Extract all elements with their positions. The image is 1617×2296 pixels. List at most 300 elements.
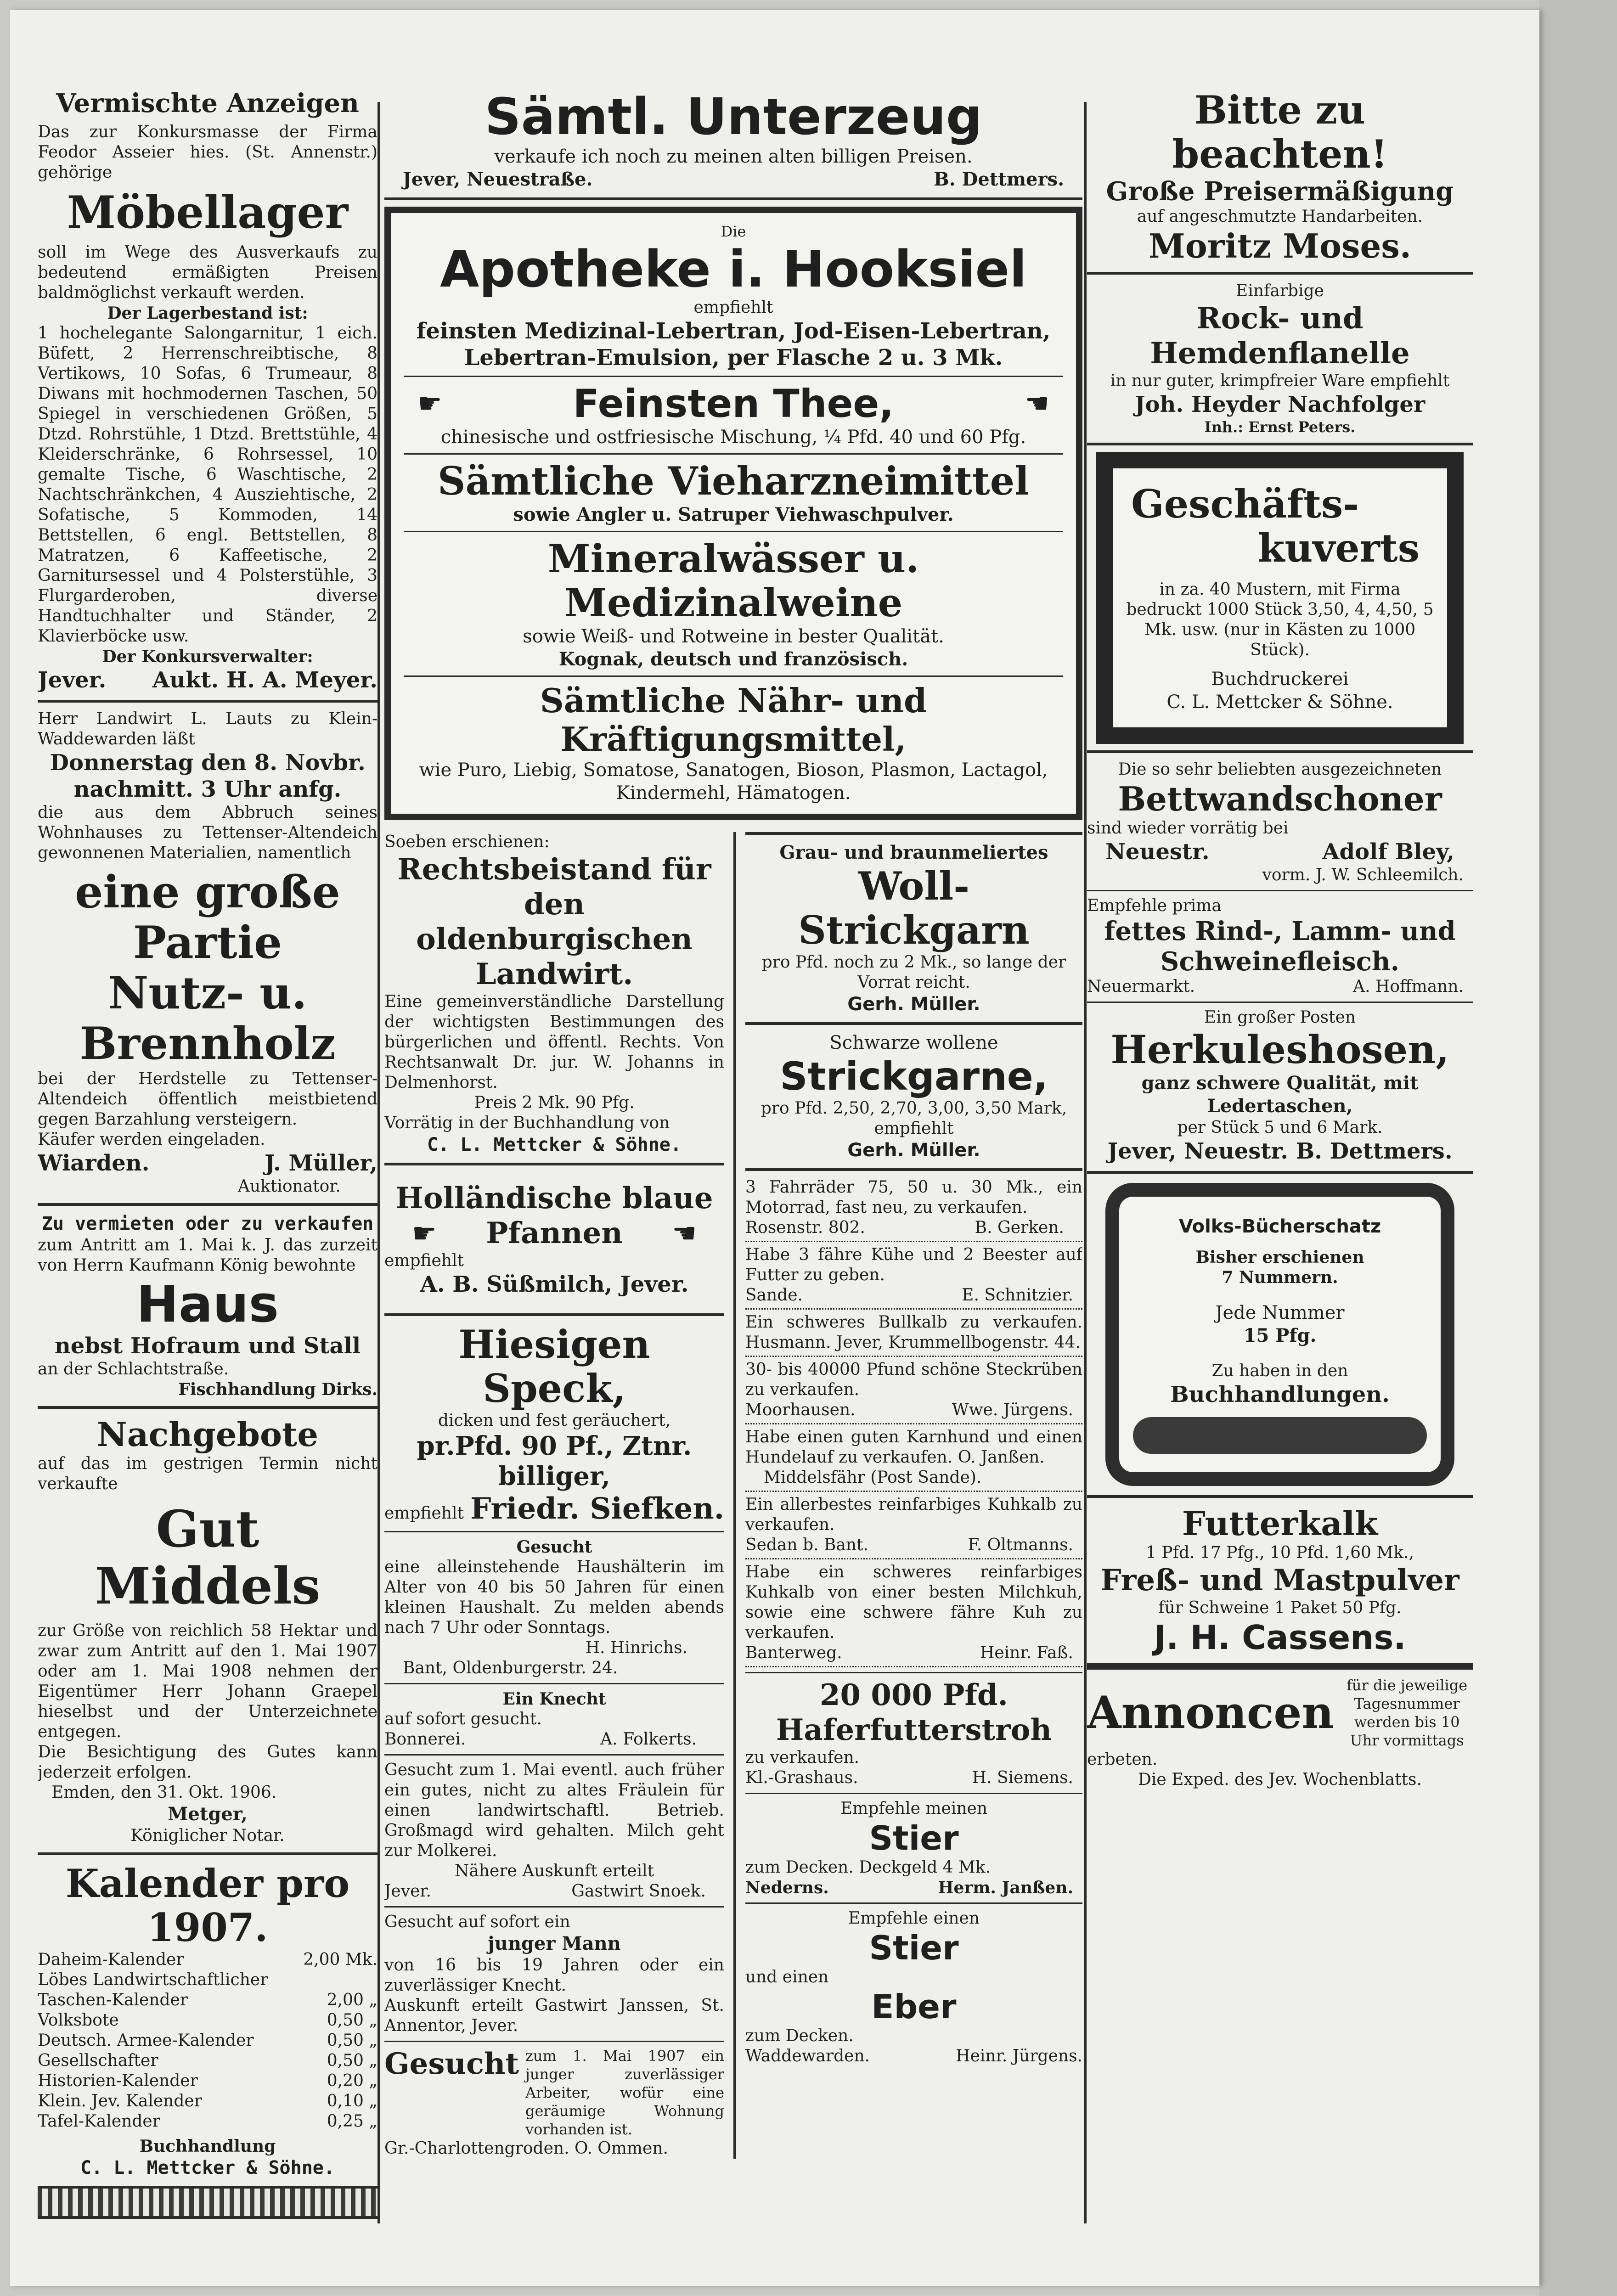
divider bbox=[745, 1793, 1082, 1794]
ad-subtitle: ganz schwere Qualität, mit Ledertaschen, bbox=[1141, 1072, 1419, 1117]
ad-nachgebote bbox=[38, 1415, 377, 1846]
column-rule-2 bbox=[1084, 102, 1087, 2223]
ad-text: Die Besichtigung des Gutes kann jederzeit erfolgen. bbox=[38, 1743, 377, 1782]
ad-title: Haus bbox=[136, 1275, 279, 1334]
ad-kalender bbox=[38, 1862, 377, 2219]
divider bbox=[1087, 1663, 1473, 1670]
ad-title: Pfannen bbox=[486, 1216, 623, 1250]
ad-subheading: Der Lagerbestand ist: bbox=[107, 304, 308, 323]
ad-heading: Ein Knecht bbox=[502, 1689, 606, 1709]
item-price: 0,50 „ bbox=[327, 2031, 377, 2050]
ad-volks-buecherschatz bbox=[1105, 1183, 1454, 1486]
ad-title: Apotheke i. Hooksiel bbox=[440, 240, 1027, 298]
divider bbox=[384, 1163, 724, 1165]
pointing-hand-icon: ☚ bbox=[1025, 388, 1049, 420]
item-price: 0,10 „ bbox=[327, 2092, 377, 2110]
item-name: Volksbote bbox=[38, 2011, 119, 2030]
ad-text: pro Pfd. 2,50, 2,70, 3,00, 3,50 Mark, empfiehlt bbox=[761, 1099, 1067, 1138]
signature-place: Bonnerei. bbox=[384, 1730, 466, 1749]
signature-name: B. Dettmers. bbox=[933, 169, 1064, 190]
ad-signature bbox=[745, 1285, 1082, 1306]
ad-owner: Inh.: Ernst Peters. bbox=[1204, 418, 1356, 436]
ad-text: Habe einen guten Karnhund und einen Hundelauf zu verkaufen. O. Janßen. bbox=[745, 1428, 1082, 1467]
ad-title: Rock- und Hemdenflanelle bbox=[1150, 301, 1410, 371]
ad-text: Empfehle prima bbox=[1087, 896, 1222, 915]
ad-haus bbox=[38, 1212, 377, 1400]
divider bbox=[38, 1203, 377, 1206]
item-name: Deutsch. Armee-Kalender bbox=[38, 2031, 254, 2050]
signature-name: H. Siemens. bbox=[972, 1768, 1073, 1787]
divider bbox=[404, 376, 1063, 377]
ad-signature bbox=[1087, 838, 1473, 865]
ad-text: auf angeschmutzte Handarbeiten. bbox=[1137, 207, 1423, 226]
ad-text: feinsten Medizinal-Lebertran, Jod-Eisen-Lebertran, Lebertran-Emulsion, per Flasche 2 u. 3 Mk. bbox=[416, 318, 1051, 371]
ad-signature: Moritz Moses. bbox=[1149, 226, 1411, 265]
divider bbox=[1087, 1495, 1473, 1498]
ad-text: zu verkaufen. bbox=[745, 1748, 860, 1767]
ad-strickgarne bbox=[745, 1031, 1082, 1162]
ad-title: Futterkalk bbox=[1182, 1504, 1378, 1543]
ad-text: Herr Landwirt L. Lauts zu Klein-Waddewarden läßt bbox=[38, 709, 377, 748]
ad-text: chinesische und ostfriesische Mischung, ¼ Pfd. 40 und 60 Pfg. bbox=[440, 427, 1026, 448]
ad-text: zum Antritt am 1. Mai k. J. das zurzeit von Herrn Kaufmann König bewohnte bbox=[38, 1236, 377, 1275]
signature-place: Sedan b. Bant. bbox=[745, 1536, 868, 1554]
ad-signature bbox=[38, 1150, 377, 1176]
ad-text: an der Schlachtstraße. bbox=[38, 1360, 229, 1379]
ad-title: Volks-Bücherschatz bbox=[1178, 1216, 1381, 1237]
pointing-hand-icon: ☛ bbox=[412, 1217, 437, 1249]
signature-name: Heinr. Jürgens. bbox=[956, 2047, 1082, 2065]
ad-heading: Gesucht bbox=[384, 2047, 519, 2081]
small-ad bbox=[745, 1427, 1082, 1492]
small-ad bbox=[745, 1312, 1082, 1357]
ad-title: Kalender pro 1907. bbox=[65, 1861, 350, 1950]
column-middle bbox=[384, 88, 1082, 2159]
ad-text: Grau- und braunmeliertes bbox=[779, 842, 1048, 863]
ad-bettwandschoner bbox=[1087, 760, 1473, 885]
annoncen-row bbox=[1087, 1676, 1473, 1750]
ad-text: in nur guter, krimpfreier Ware empfiehlt bbox=[1110, 371, 1450, 390]
signature-place: Kl.-Grashaus. bbox=[745, 1768, 858, 1787]
ad-junger-mann bbox=[384, 1912, 724, 2036]
price-row bbox=[38, 2051, 377, 2071]
divider bbox=[384, 1754, 724, 1756]
ad-haferstroh bbox=[745, 1678, 1082, 1788]
small-ad bbox=[745, 1495, 1082, 1559]
divider bbox=[384, 1313, 724, 1316]
ad-gesucht-haushaelterin bbox=[384, 1537, 724, 1678]
gesucht-row bbox=[384, 2047, 724, 2138]
ad-text: Die bbox=[721, 223, 746, 240]
price-row bbox=[38, 2031, 377, 2051]
signature-place: Wiarden. bbox=[38, 1150, 150, 1176]
subcolumn-a bbox=[384, 832, 724, 2159]
ad-subtitle: Große Preisermäßigung bbox=[1106, 176, 1454, 207]
ad-text: Eine gemeinverständliche Darstellung der wichtigsten Bestimmungen des bürgerlichen und öffentl. Rechts. Von Rechtsanwalt Dr. jur. W. Johanns in Delmenhorst. bbox=[384, 992, 724, 1092]
ad-text: 3 Fahrräder 75, 50 u. 30 Mk., ein Motorrad, fast neu, zu verkaufen. bbox=[745, 1178, 1082, 1217]
signature-place: Rosenstr. 802. bbox=[745, 1218, 865, 1237]
ad-brennholz bbox=[38, 709, 377, 1197]
ad-title: Nutz- u. Brennholz bbox=[79, 967, 336, 1069]
scan-edge bbox=[1539, 0, 1617, 2296]
ad-flanelle bbox=[1087, 281, 1473, 436]
ad-signature: C. L. Mettcker & Söhne. bbox=[1166, 692, 1393, 713]
divider bbox=[384, 2041, 724, 2042]
ad-price: 15 Pfg. bbox=[1243, 1325, 1317, 1346]
item-price: 0,20 „ bbox=[327, 2071, 377, 2090]
ad-signature-label: Der Konkursverwalter: bbox=[102, 647, 313, 666]
signature-place: Jever. bbox=[38, 667, 107, 693]
ad-text: Käufer werden eingeladen. bbox=[38, 1130, 265, 1149]
small-ad bbox=[745, 1562, 1082, 1667]
divider bbox=[1087, 1002, 1473, 1003]
ad-title: Eber bbox=[871, 1987, 957, 2026]
signature-place: Jever, Neuestraße. bbox=[403, 169, 593, 190]
ad-signature: C. L. Mettcker & Söhne. bbox=[80, 2157, 335, 2178]
ad-signature: Jever, Neuestr. B. Dettmers. bbox=[1107, 1138, 1453, 1164]
middle-subcolumns bbox=[384, 832, 1082, 2159]
item-name: Tafel-Kalender bbox=[38, 2112, 160, 2131]
ad-address: Bant, Oldenburgerstr. 24. bbox=[403, 1659, 618, 1677]
ad-text: 30- bis 40000 Pfund schöne Steckrüben zu verkaufen. bbox=[745, 1360, 1082, 1399]
ad-subtitle: Mineralwässer u. Medizinalweine bbox=[547, 536, 919, 625]
ad-text: 1 Pfd. 17 Pfg., 10 Pfd. 1,60 Mk., bbox=[1146, 1543, 1414, 1562]
signature-name: Gastwirt Snoek. bbox=[571, 1882, 706, 1901]
ad-signature: Metger, bbox=[168, 1803, 248, 1825]
ad-subheading: nebst Hofraum und Stall bbox=[54, 1333, 361, 1359]
ad-signature bbox=[745, 2046, 1082, 2066]
ad-gesucht-fraeulein bbox=[384, 1760, 724, 1902]
ad-signature bbox=[745, 1768, 1082, 1788]
small-ad bbox=[745, 1177, 1082, 1242]
small-ad bbox=[745, 1245, 1082, 1310]
item-name: Historien-Kalender bbox=[38, 2071, 198, 2090]
ad-subtitle: Sämtliche Nähr- und Kräftigungsmittel, bbox=[540, 681, 927, 759]
ad-text: in za. 40 Mustern, mit Firma bedruckt 1000 Stück 3,50, 4, 4,50, 5 Mk. usw. (nur in Kästen zu 1000 Stück). bbox=[1126, 580, 1434, 659]
small-ad bbox=[745, 1360, 1082, 1424]
ad-inventory-list: 1 hochelegante Salongarnitur, 1 eich. Büfett, 2 Herrenschreibtische, 8 Vertikows, 10 Sofas, 6 Trumeaur, 8 Diwans mit hochmodernen Taschen, 50 Spiegel in verschiedenen Größen, 5 Dtzd. Rohrstühle, 1 Dtzd. Brettstühle, 4 Kleiderschränke, 6 Rohrsessel, 10 gemalte Tische, 6 Waschtische, 2 Nachtschränkchen, 4 Ausziehtische, 2 Sofatische, 5 Kommoden, 14 Bettstellen, 6 engl. Bettstellen, 8 Matratzen, 6 Kaffeetische, 2 Garnitursessel und 4 Polsterstühle, 3 Flurgarderoben, diverse Handtuchhalter und Ständer, 2 Klavierböcke usw. bbox=[38, 324, 377, 646]
ad-knecht bbox=[384, 1689, 724, 1750]
divider bbox=[384, 1906, 724, 1908]
ad-signature bbox=[38, 667, 377, 693]
column-rule-1 bbox=[377, 102, 380, 2223]
subcolumn-b bbox=[745, 832, 1082, 2159]
ad-text: zum 1. Mai 1907 ein junger zuverlässiger Arbeiter, wofür eine geräumige Wohnung vorhanden ist. bbox=[525, 2047, 724, 2138]
ad-text: von 16 bis 19 Jahren oder ein zuverlässiger Knecht. bbox=[384, 1956, 724, 1995]
ad-signature bbox=[745, 1535, 1082, 1555]
signature-role: Auktionator. bbox=[237, 1177, 341, 1196]
section-heading: Vermischte Anzeigen bbox=[56, 88, 359, 118]
price-row bbox=[38, 1950, 377, 1970]
ad-text: bei der Herdstelle zu Tettenser-Altendeich öffentlich meistbietend gegen Barzahlung versteigern. bbox=[38, 1069, 377, 1129]
ad-title: Rechtsbeistand für den oldenburgischen Landwirt. bbox=[397, 852, 711, 991]
ad-date: Donnerstag den 8. Novbr. nachmitt. 3 Uhr anfg. bbox=[50, 750, 366, 802]
signature-place: Neuestr. bbox=[1105, 839, 1210, 865]
ad-text: für die jeweilige Tagesnummer werden bis 10 Uhr vormittags bbox=[1347, 1677, 1468, 1749]
signature-name: Aukt. H. A. Meyer. bbox=[152, 667, 377, 693]
ad-text: dicken und fest geräuchert, bbox=[438, 1411, 671, 1430]
ad-signature bbox=[384, 168, 1082, 191]
divider bbox=[745, 1902, 1082, 1904]
ad-title: Bettwandschoner bbox=[1118, 779, 1442, 818]
ad-text: Jede Nummer bbox=[1215, 1302, 1345, 1323]
ad-title: Gut Middels bbox=[95, 1499, 321, 1615]
signature-name: A. Hoffmann. bbox=[1353, 977, 1464, 996]
item-price: 2,00 Mk. bbox=[303, 1950, 377, 1969]
ad-title: Geschäfts- bbox=[1131, 481, 1359, 527]
ad-text: Buchhandlungen. bbox=[1170, 1382, 1390, 1407]
ad-heading: Zu vermieten oder zu verkaufen bbox=[41, 1213, 374, 1234]
ad-title: 20 000 Pfd. Haferfutterstroh bbox=[776, 1678, 1052, 1747]
ad-text: Empfehle meinen bbox=[840, 1799, 988, 1818]
price-row bbox=[38, 2111, 377, 2132]
item-price: 0,50 „ bbox=[327, 2051, 377, 2070]
ad-bitte bbox=[1087, 88, 1473, 265]
signature-place: Waddewarden. bbox=[745, 2047, 870, 2065]
ad-text: Gesucht zum 1. Mai eventl. auch früher ein gutes, nicht zu altes Fräulein für einen landwirtschaftl. Betrieb. Großmagd wird gehalten. Milch geht zur Molkerei. bbox=[384, 1761, 724, 1860]
signature-place: Banterweg. bbox=[745, 1643, 842, 1662]
item-name: Gesellschafter bbox=[38, 2051, 158, 2070]
ad-text: Kognak, deutsch und französisch. bbox=[558, 648, 908, 670]
ad-text: vorm. J. W. Schleemilch. bbox=[1262, 866, 1464, 884]
ad-text: Empfehle einen bbox=[848, 1909, 980, 1928]
ad-stier-eber bbox=[745, 1908, 1082, 2066]
divider bbox=[404, 453, 1063, 455]
ad-text: Auskunft erteilt Gastwirt Janssen, St. Annentor, Jever. bbox=[384, 1996, 724, 2035]
item-price: 0,50 „ bbox=[327, 2011, 377, 2030]
ad-fleisch bbox=[1087, 896, 1473, 997]
ad-signature: Die Exped. des Jev. Wochenblatts. bbox=[1138, 1770, 1422, 1789]
ad-herkuleshosen bbox=[1087, 1007, 1473, 1165]
divider bbox=[1087, 272, 1473, 275]
ad-text: Habe ein schweres reinfarbiges Kuhkalb von einer besten Milchkuh, sowie eine schwere fähre Kuh zu verkaufen. bbox=[745, 1563, 1082, 1642]
ad-unterzeug bbox=[384, 88, 1082, 191]
ad-text: Zu haben in den bbox=[1211, 1362, 1348, 1380]
pointing-hand-icon: ☚ bbox=[672, 1217, 697, 1249]
ad-signature bbox=[745, 1643, 1082, 1663]
ad-date: Emden, den 31. Okt. 1906. bbox=[51, 1783, 277, 1802]
ad-text: Soeben erschienen: bbox=[384, 833, 550, 851]
ad-text: zur Größe von reichlich 58 Hektar und zwar zum Antritt auf den 1. Mai 1907 oder am 1. Mai 1908 nehmen der Eigentümer Herr Johann Graepel hieselbst und der Unterzeichnete entgegen. bbox=[38, 1621, 377, 1741]
signature-name: J. Müller, bbox=[265, 1150, 377, 1176]
ad-heading: junger Mann bbox=[488, 1933, 621, 1954]
ad-subtitle: Feinsten Thee, bbox=[573, 381, 894, 426]
ad-text: Habe 3 fähre Kühe und 2 Beester auf Futter zu geben. bbox=[745, 1245, 1082, 1284]
ad-signature: Gr.-Charlottengroden. O. Ommen. bbox=[384, 2139, 668, 2158]
ad-text: Schwarze wollene bbox=[829, 1032, 998, 1053]
item-name: Daheim-Kalender bbox=[38, 1950, 184, 1969]
ad-signature: Friedr. Siefken. bbox=[470, 1491, 724, 1526]
pfannen-row bbox=[384, 1216, 724, 1251]
ad-signature: H. Hinrichs. bbox=[585, 1638, 687, 1657]
item-name: Klein. Jev. Kalender bbox=[38, 2092, 202, 2110]
ad-text: Ein schweres Bullkalb zu verkaufen. Husmann. Jever, Krummellbogenstr. 44. bbox=[745, 1313, 1082, 1352]
ad-signature bbox=[384, 1729, 724, 1750]
ad-text: empfiehlt bbox=[693, 298, 773, 317]
divider bbox=[1087, 750, 1473, 753]
ad-signature bbox=[384, 1881, 724, 1902]
ad-signature bbox=[745, 1218, 1082, 1238]
ad-kuverts bbox=[1096, 452, 1464, 744]
ad-text: 7 Nummern. bbox=[1222, 1268, 1338, 1287]
price-row bbox=[38, 2010, 377, 2031]
ad-text: wie Puro, Liebig, Somatose, Sanatogen, Bioson, Plasmon, Lactagol, Kindermehl, Hämatogen. bbox=[419, 760, 1048, 804]
ad-title: fettes Rind-, Lamm- und Schweinefleisch. bbox=[1104, 916, 1456, 977]
ad-text: für Schweine 1 Paket 50 Pfg. bbox=[1158, 1598, 1402, 1617]
ad-signature: Fischhandlung Dirks. bbox=[178, 1380, 377, 1399]
ad-futterkalk bbox=[1087, 1504, 1473, 1657]
ad-text: verkaufe ich noch zu meinen alten billigen Preisen. bbox=[494, 146, 973, 167]
signature-place: Middelsfähr (Post Sande). bbox=[763, 1468, 982, 1487]
ad-signature: Buchhandlung bbox=[139, 2137, 276, 2156]
divider bbox=[38, 1406, 377, 1409]
ornament-border bbox=[38, 2186, 377, 2219]
ad-text: auf sofort gesucht. bbox=[384, 1710, 542, 1728]
divider bbox=[384, 1683, 724, 1684]
ad-price: pr.Pfd. 90 Pf., Ztnr. billiger, bbox=[417, 1431, 692, 1491]
ad-heading: Nachgebote bbox=[96, 1415, 319, 1454]
divider bbox=[404, 675, 1063, 677]
divider bbox=[384, 197, 1082, 200]
ad-title: Möbellager bbox=[67, 186, 349, 238]
ad-signature bbox=[745, 1400, 1082, 1420]
ad-text: die aus dem Abbruch seines Wohnhauses zu Tettenser-Altendeich gewonnenen Materialien, namentlich bbox=[38, 803, 377, 862]
ad-title: Annoncen bbox=[1087, 1687, 1334, 1739]
divider bbox=[1087, 1171, 1473, 1174]
ad-gesucht-arbeiter bbox=[384, 2047, 724, 2159]
thee-row bbox=[404, 382, 1063, 426]
pointing-hand-icon: ☛ bbox=[417, 388, 442, 420]
small-ads bbox=[745, 1177, 1082, 1667]
column-left bbox=[38, 88, 377, 2219]
ad-title: Stier bbox=[869, 1929, 959, 1967]
ad-speck bbox=[384, 1322, 724, 1526]
ad-text: Die so sehr beliebten ausgezeichneten bbox=[1118, 760, 1442, 779]
item-name: Löbes Landwirtschaftlicher Taschen-Kalender bbox=[38, 1970, 268, 2009]
signature-name: Wwe. Jürgens. bbox=[952, 1401, 1073, 1419]
signature-role: Königlicher Notar. bbox=[130, 1826, 285, 1845]
signature-name: A. Folkerts. bbox=[600, 1730, 697, 1749]
divider bbox=[1087, 443, 1473, 445]
item-price: 0,25 „ bbox=[327, 2112, 377, 2131]
ad-heading: Gesucht bbox=[516, 1537, 592, 1557]
ad-subtitle: Freß- und Mastpulver bbox=[1100, 1563, 1459, 1598]
ad-text: Ein großer Posten bbox=[1204, 1008, 1356, 1027]
ad-title: Stier bbox=[869, 1819, 959, 1857]
divider bbox=[745, 832, 1082, 835]
ad-text: empfiehlt bbox=[384, 1504, 464, 1523]
ad-signature: J. H. Cassens. bbox=[1154, 1618, 1406, 1657]
newspaper-page bbox=[10, 10, 1539, 2286]
ad-text: sowie Angler u. Satruper Viehwaschpulver. bbox=[513, 504, 954, 525]
divider bbox=[1087, 890, 1473, 891]
item-price: 2,00 „ bbox=[327, 1991, 377, 2009]
ad-title: Herkuleshosen, bbox=[1110, 1027, 1449, 1072]
ad-title: Woll-Strickgarn bbox=[798, 863, 1030, 953]
signature-name: Herm. Janßen. bbox=[938, 1878, 1073, 1897]
signature-name: Adolf Bley, bbox=[1322, 839, 1454, 865]
divider bbox=[745, 1672, 1082, 1673]
signature-place: Jever. bbox=[384, 1882, 432, 1901]
signature-name: E. Schnitzier. bbox=[962, 1286, 1073, 1305]
divider bbox=[745, 1022, 1082, 1025]
speck-row bbox=[384, 1491, 724, 1526]
ad-signature: Buchdruckerei bbox=[1211, 669, 1349, 690]
ad-title: eine große Partie bbox=[75, 866, 340, 968]
signature-place: Moorhausen. bbox=[745, 1401, 856, 1419]
signature-place: Nederns. bbox=[745, 1878, 829, 1897]
ad-text: erbeten. bbox=[1087, 1750, 1158, 1769]
ad-text: zum Decken. bbox=[745, 2026, 854, 2045]
subcolumn-rule bbox=[733, 832, 736, 2159]
calendar-price-list bbox=[38, 1950, 377, 2132]
ad-text: Vorrätig in der Buchhandlung von bbox=[384, 1114, 670, 1132]
ad-text: sind wieder vorrätig bei bbox=[1087, 819, 1289, 838]
price-row bbox=[38, 2091, 377, 2111]
divider bbox=[38, 700, 377, 703]
price-row bbox=[38, 2071, 377, 2091]
ad-text: empfiehlt bbox=[384, 1251, 464, 1270]
signature-place: Neuermarkt. bbox=[1087, 977, 1195, 996]
ad-text: per Stück 5 und 6 Mark. bbox=[1177, 1118, 1383, 1137]
ad-title: Strickgarne, bbox=[780, 1054, 1048, 1099]
ad-moebellager bbox=[38, 122, 377, 693]
divider bbox=[745, 1168, 1082, 1171]
ad-title: Bitte zu beachten! bbox=[1172, 88, 1388, 177]
ad-signature: A. B. Süßmilch, Jever. bbox=[420, 1272, 689, 1297]
ad-signature: C. L. Mettcker & Söhne. bbox=[427, 1134, 682, 1155]
ad-text: Nähere Auskunft erteilt bbox=[454, 1862, 654, 1880]
signature-name: Heinr. Faß. bbox=[980, 1643, 1073, 1662]
ad-rechtsbeistand bbox=[384, 832, 724, 1156]
ad-signature: Gerh. Müller. bbox=[847, 994, 980, 1015]
ornament-border bbox=[1133, 1417, 1427, 1454]
divider bbox=[404, 531, 1063, 532]
ad-woll-strickgarn bbox=[745, 841, 1082, 1016]
ad-text: Einfarbige bbox=[1236, 281, 1324, 300]
ad-title: Hiesigen Speck, bbox=[458, 1322, 650, 1411]
ad-text: sowie Weiß- und Rotweine in bester Qualität. bbox=[523, 626, 944, 647]
ad-signature: Joh. Heyder Nachfolger bbox=[1134, 392, 1425, 417]
ad-apotheke bbox=[384, 207, 1082, 820]
ad-price: Preis 2 Mk. 90 Pfg. bbox=[474, 1093, 635, 1112]
ad-title: Sämtl. Unterzeug bbox=[485, 88, 982, 146]
ad-stier bbox=[745, 1799, 1082, 1898]
ad-signature bbox=[745, 1878, 1082, 1898]
ad-text: soll im Wege des Ausverkaufs zu bedeutend ermäßigten Preisen baldmöglichst verkauft werden. bbox=[38, 243, 377, 302]
signature-place: Sande. bbox=[745, 1286, 803, 1305]
signature-name: B. Gerken. bbox=[975, 1218, 1064, 1237]
ad-text: pro Pfd. noch zu 2 Mk., so lange der Vorrat reicht. bbox=[761, 953, 1066, 992]
divider bbox=[38, 1852, 377, 1855]
ad-pfannen bbox=[384, 1172, 724, 1307]
ad-title: kuverts bbox=[1258, 525, 1420, 571]
column-right bbox=[1087, 88, 1473, 1790]
ad-text: Bisher erschienen bbox=[1195, 1248, 1364, 1267]
ad-title: Holländische blaue bbox=[395, 1181, 713, 1216]
ad-annoncen bbox=[1087, 1676, 1473, 1790]
ad-text: zum Decken. Deckgeld 4 Mk. bbox=[745, 1858, 991, 1877]
ad-text: und einen bbox=[745, 1968, 829, 1986]
ad-subtitle: Sämtliche Vieharzneimittel bbox=[437, 458, 1030, 504]
ad-text: eine alleinstehende Haushälterin im Alter von 40 bis 50 Jahren für einen kleinen Haushalt. Zu melden abends nach 7 Uhr oder Sonntags. bbox=[384, 1558, 724, 1637]
ad-signature: Gerh. Müller. bbox=[847, 1140, 980, 1161]
ad-text: Ein allerbestes reinfarbiges Kuhkalb zu verkaufen. bbox=[745, 1495, 1082, 1534]
ad-signature bbox=[1087, 977, 1473, 997]
ad-text: Das zur Konkursmasse der Firma Feodor Asseier hies. (St. Annenstr.) gehörige bbox=[38, 123, 377, 182]
signature-name: F. Oltmanns. bbox=[968, 1536, 1073, 1554]
divider bbox=[384, 1531, 724, 1532]
